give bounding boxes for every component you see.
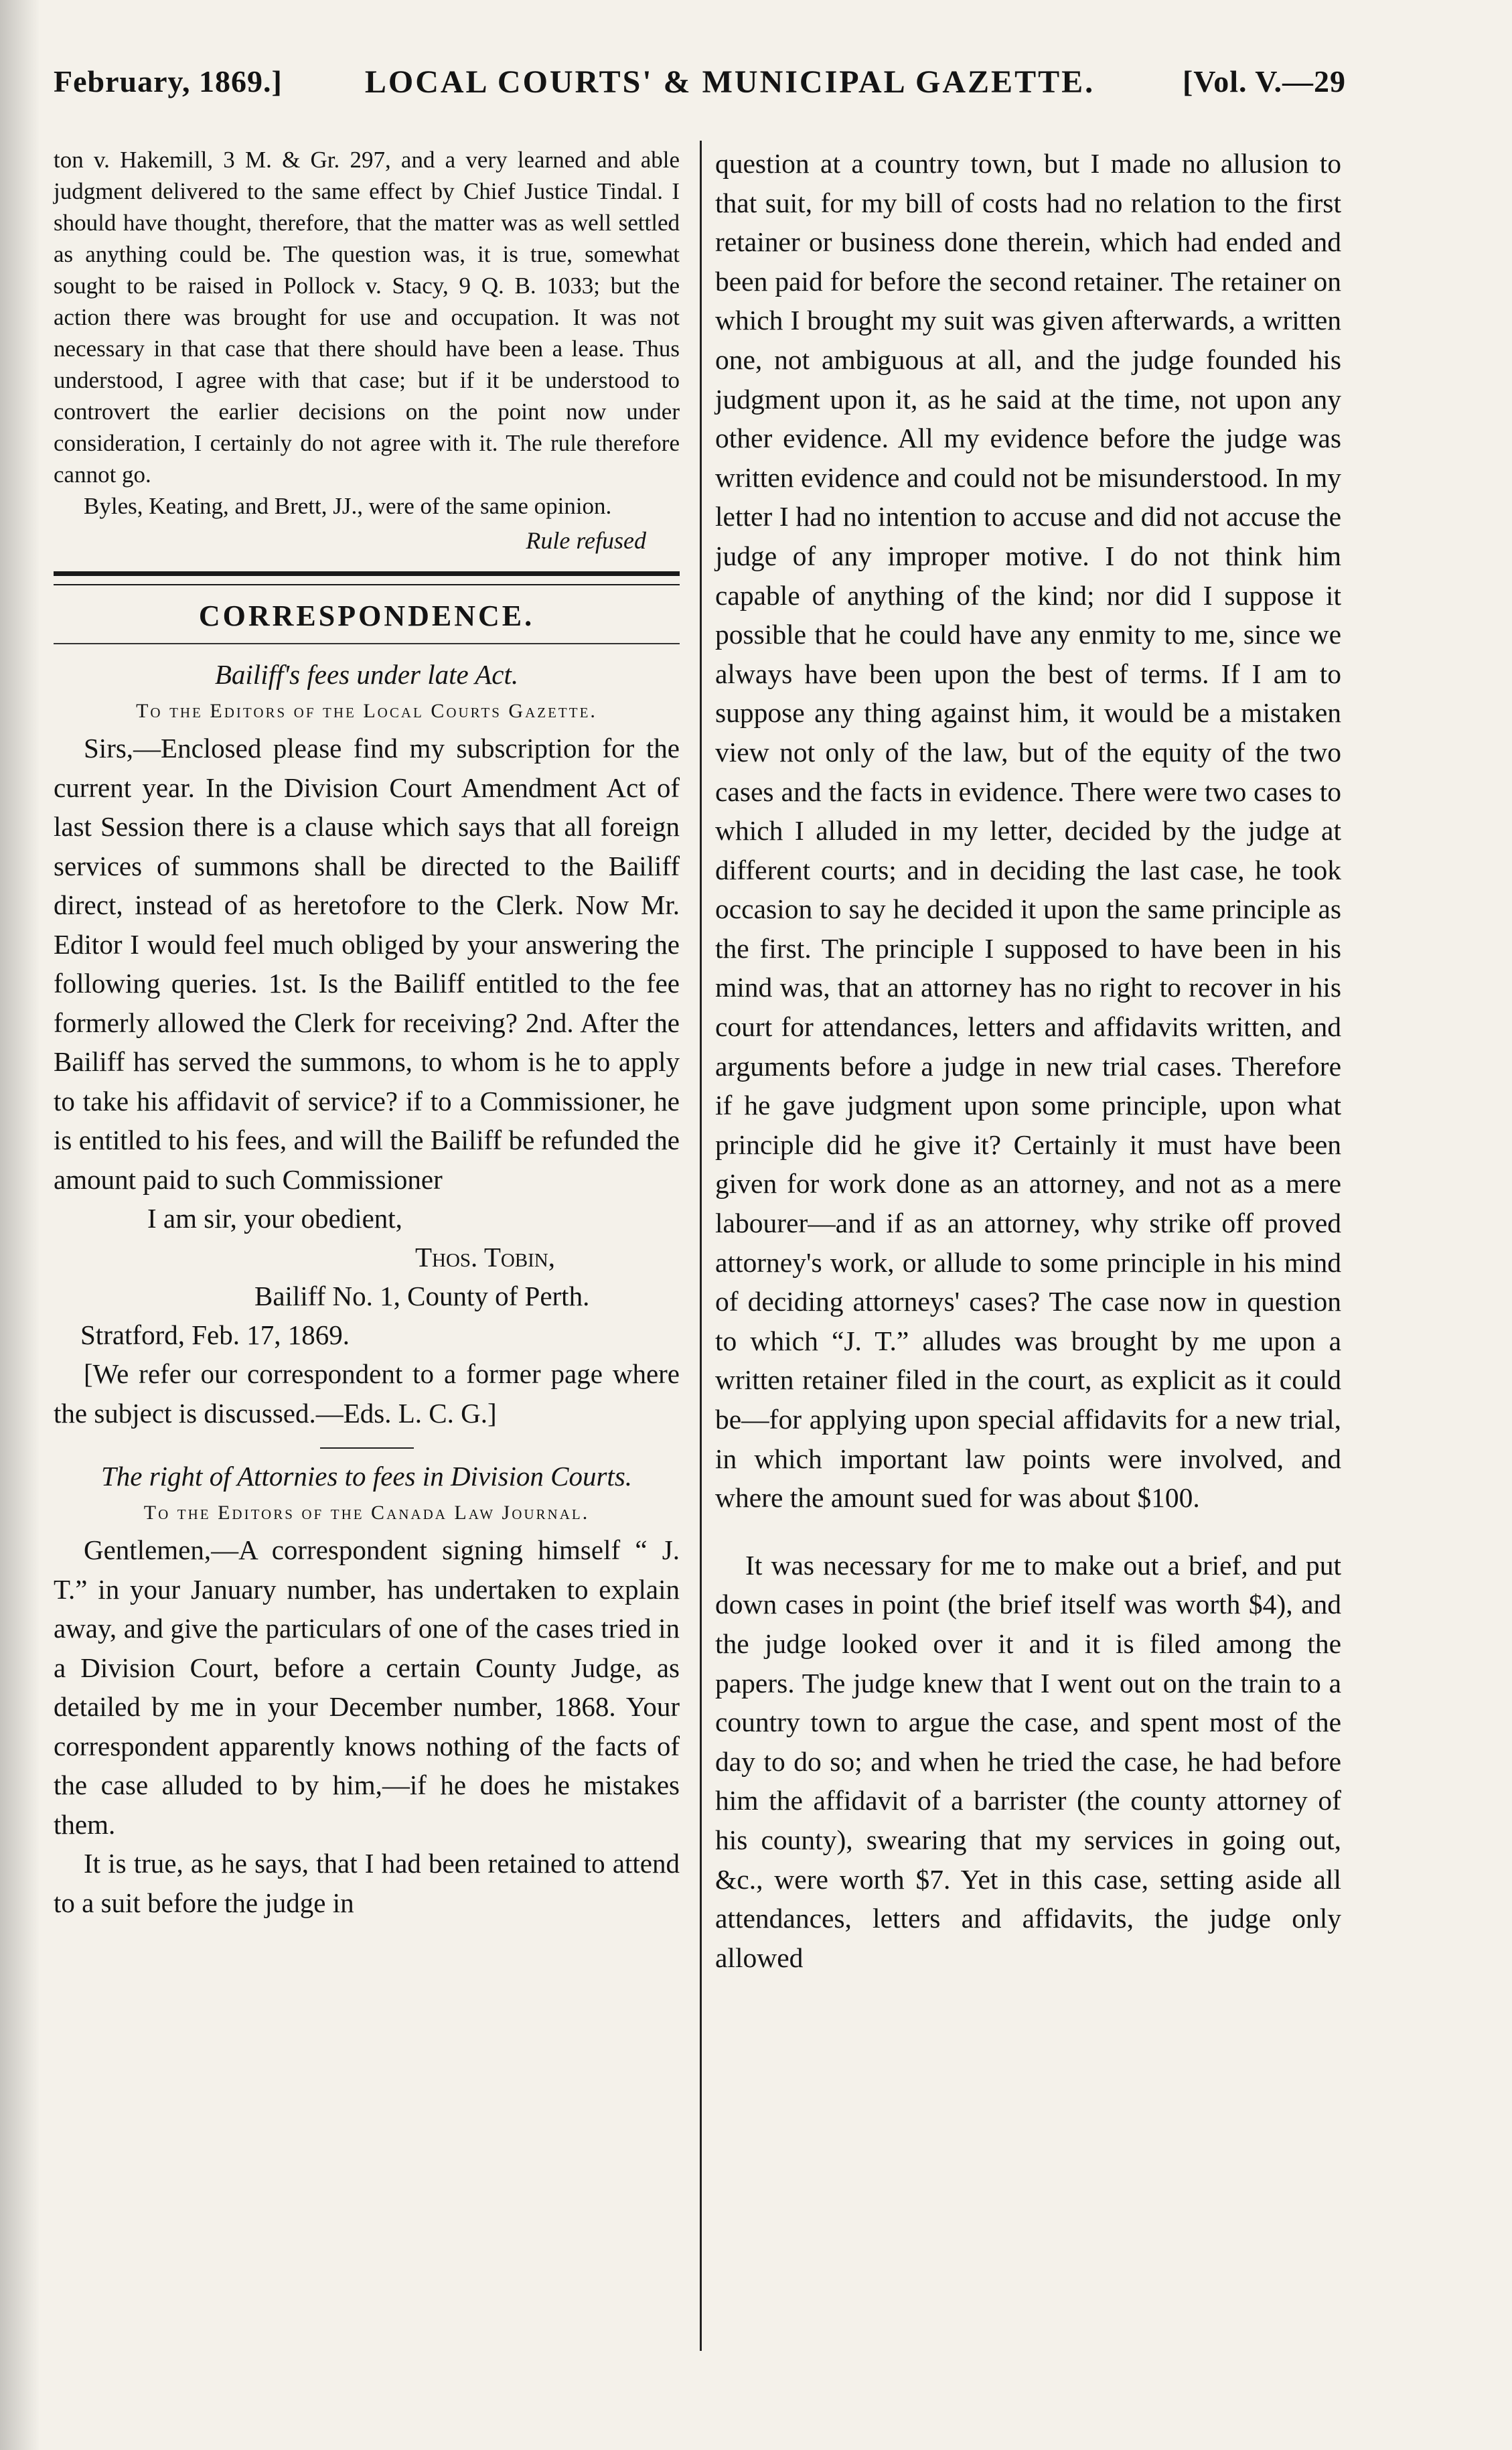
section-divider xyxy=(54,571,680,585)
left-column xyxy=(54,144,680,1922)
header-volume: [Vol. V.—29 xyxy=(1182,64,1346,98)
header-date: February, 1869.] xyxy=(54,64,283,98)
letter2-title: The right of Attornies to fees in Division Courts. xyxy=(100,1461,633,1492)
case-text: ton v. Hakemill, 3 M. & Gr. 297, and a very learned and able judgment delivered to the same effect by Chief Justice Tindal. I should have thought, therefore, that the matter was as well settled as anything could be. The question was, it is true, somewhat sought to be raised in Pollock v. Stacy, 9 Q. B. 1033; but the action there was brought for use and occupation. It was not necessary in that case that there should have been a lease. Thus understood, I agree with that case; but if it be understood to controvert the earlier decisions on the point now under consideration, I certainly do not agree with it. The rule therefore cannot go. xyxy=(54,147,680,488)
letter2-body: Gentlemen,—A correspondent signing himself “ J. T.” in your January number, has undertaken to explain away, and give the particulars of one of the cases tried in a Division Court, before a certain County Judge, as detailed by me in your December number, 1868. Your correspondent apparently knows nothing of the facts of the case alluded to by him,—if he does he mistakes them. xyxy=(54,1534,680,1840)
letter1-addressee: To the Editors of the Local Courts Gazette. xyxy=(136,700,597,722)
section-title: CORRESPONDENCE. xyxy=(198,599,535,632)
letter2-addressee: To the Editors of the Canada Law Journal. xyxy=(143,1502,590,1524)
page-header xyxy=(54,64,1346,117)
rule-refused: Rule refused xyxy=(526,527,646,554)
page-edge-shadow xyxy=(0,0,40,2450)
letter-attornies-fees xyxy=(54,1457,680,1922)
letter1-place-date: Stratford, Feb. 17, 1869. xyxy=(80,1319,350,1350)
right-paragraph-1: question at a country town, but I made no allusion to that suit, for my bill of costs had no relation to the first retainer or business done therein, which had ended and been paid for before the second retainer. The retainer on which I brought my suit was given afterwards, a written one, not ambiguous at all, and the judge founded his judgment upon it, as he said at the time, not upon any other evidence. All my evidence before the judge was written evidence and could not be misunderstood. In my letter I had no intention to accuse and did not accuse the judge of any improper motive. I do not think him capable of anything of the kind; nor did I suppose it possible that he could have any enmity to me, since we always have been upon the best of terms. If I am to suppose any thing against him, it would be a mistaken view not only of the law, but of the equity of the two cases and the facts in evidence. There were two cases to which I alluded in my letter, decided by the judge at different courts; and in deciding the last case, he took occasion to say he decided it upon the same principle as the first. The principle I supposed to have been in his mind was, that an attorney has no right to recover in his court for attendances, letters and affidavits written, and arguments before a judge in new trial cases. Therefore if he gave judgment upon some principle, upon what principle did he give it? Certainly it must have been given for work done as an attorney, and not as a mere labourer—and if as an attorney, why strike off proved attorney's work, or allude to some principle in his mind of deciding attorneys' cases? The case now in question to which “J. T.” alludes was brought by me upon a written retainer filed in the court, as explicit as it could be—for applying upon special affidavits for a new trial, in which important law points were involved, and where the amount sued for was about $100. xyxy=(715,148,1341,1514)
letter1-closing: I am sir, your obedient, xyxy=(147,1203,402,1234)
letter1-title: Bailiff's fees under late Act. xyxy=(214,659,519,690)
judges-text: Byles, Keating, and Brett, JJ., were of the same opinion. xyxy=(84,493,612,519)
editor-note: [We refer our correspondent to a former page where the subject is discussed.—Eds. L. C. G.] xyxy=(54,1358,680,1429)
letter1-signature: Thos. Tobin, xyxy=(415,1242,555,1273)
paragraph-gap xyxy=(715,1518,1341,1546)
letter2-body-continued: It is true, as he says, that I had been retained to attend to a suit before the judge in xyxy=(54,1848,680,1918)
header-title: LOCAL COURTS' & MUNICIPAL GAZETTE. xyxy=(364,64,1095,100)
letter-separator xyxy=(320,1447,414,1449)
letter1-body: Sirs,—Enclosed please find my subscription for the current year. In the Division Court Amendment Act of last Session there is a clause which says that all foreign services of summons shall be directed to the Bailiff direct, instead of as heretofore to the Clerk. Now Mr. Editor I would feel much obliged by your answering the following queries. 1st. Is the Bailiff entitled to the fee formerly allowed the Clerk for receiving? 2nd. After the Bailiff has served the summons, to whom is he to apply to take his affidavit of service? if to a Commissioner, he is entitled to his fees, and will the Bailiff be refunded the amount paid to such Commissioner xyxy=(54,733,680,1195)
right-paragraph-2: It was necessary for me to make out a brief, and put down cases in point (the brief itself was worth $4), and the judge looked over it and it is filed among the papers. The judge knew that I went out on the train to a country town to argue the case, and spent most of the day to do so; and when he tried the case, he had before him the affidavit of a barrister (the county attorney of his county), swearing that my services in going out, &c., were worth $7. Yet in this case, setting aside all attendances, letters and affidavits, the judge only allowed xyxy=(715,1549,1341,1973)
letter-bailiff-fees xyxy=(54,655,680,1433)
right-column xyxy=(715,144,1341,1977)
column-divider xyxy=(700,141,702,2351)
title-underline xyxy=(54,643,680,644)
letter1-position: Bailiff No. 1, County of Perth. xyxy=(254,1281,590,1311)
